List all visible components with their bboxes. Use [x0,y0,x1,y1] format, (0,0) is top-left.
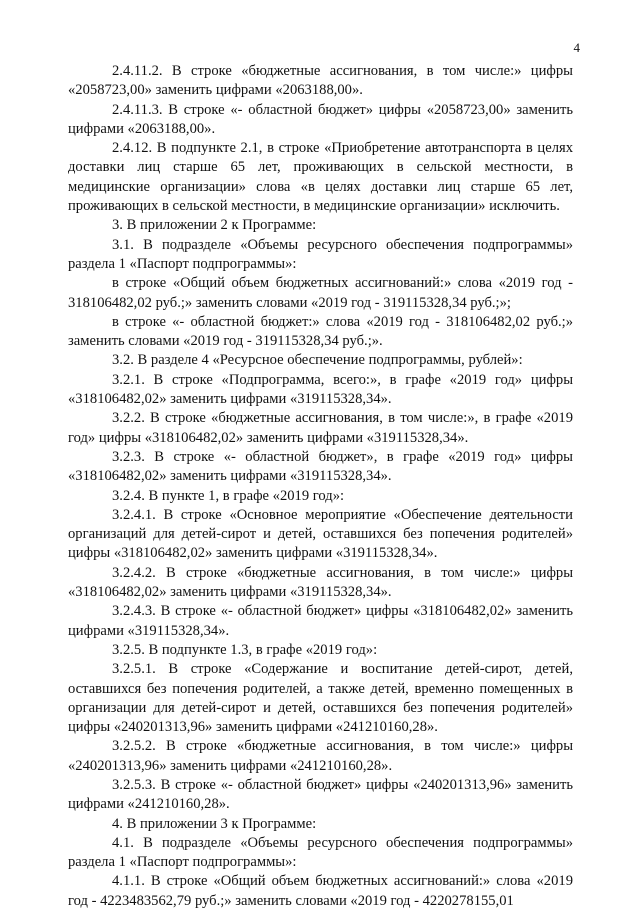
paragraph: 3. В приложении 2 к Программе: [112,217,317,234]
paragraph: 3.2.4.3. В строке «- областной бюджет» цифры «318106482,02» заменить цифрами «319115328,34». [68,603,573,639]
paragraph: 3.2.5.1. В строке «Содержание и воспитание детей-сирот, детей, оставшихся без попечения родителей, а также детей, временно помещенных в организации для детей-сирот и детей, оставшихся без попечения родителей» цифры «240201313,96» заменить цифрами «241210160,28». [68,661,573,736]
paragraph: 3.2.4. В пункте 1, в графе «2019 год»: [112,487,345,504]
document-body [68,62,573,911]
paragraph: 3.2.4.1. В строке «Основное мероприятие «Обеспечение деятельности организаций для детей-сирот и детей, оставшихся без попечения родителей» цифры «318106482,02» заменить цифрами «319115328,34». [68,506,573,562]
paragraph: 3.2.3. В строке «- областной бюджет», в графе «2019 год» цифры «318106482,02» заменить цифрами «319115328,34». [68,448,573,485]
paragraph: 3.1. В подразделе «Объемы ресурсного обеспечения подпрограммы» раздела 1 «Паспорт подпрограммы»: [68,236,573,272]
paragraph: 3.2.4.2. В строке «бюджетные ассигнования, в том числе:» цифры «318106482,02» заменить цифрами «319115328,34». [68,564,573,601]
paragraph: 2.4.11.2. В строке «бюджетные ассигнования, в том числе:» цифры «2058723,00» заменить цифрами «2063188,00». [68,63,573,99]
paragraph: в строке «- областной бюджет:» слова «2019 год - 318106482,02 руб.;» заменить словами «2019 год - 319115328,34 руб.;». [68,313,573,350]
paragraph: 4.1. В подразделе «Объемы ресурсного обеспечения подпрограммы» раздела 1 «Паспорт подпрограммы»: [68,834,573,871]
paragraph: 2.4.12. В подпункте 2.1, в строке «Приобретение автотранспорта в целях доставки лиц старше 65 лет, проживающих в сельской местности, в медицинские организации» слова «в целях доставки лиц старше 65 лет, проживающих в сельской местности, в медицинские организации» исключить. [68,140,573,215]
paragraph: 3.2.1. В строке «Подпрограмма, всего:», в графе «2019 год» цифры «318106482,02» заменить цифрами «319115328,34». [68,371,573,408]
paragraph: 3.2. В разделе 4 «Ресурсное обеспечение подпрограммы, рублей»: [112,352,523,369]
paragraph: 3.2.5. В подпункте 1.3, в графе «2019 год»: [112,641,378,658]
paragraph: 2.4.11.3. В строке «- областной бюджет» цифры «2058723,00» заменить цифрами «2063188,00». [68,101,573,137]
paragraph: 3.2.5.3. В строке «- областной бюджет» цифры «240201313,96» заменить цифрами «241210160,28». [68,776,573,813]
paragraph: 4.1.1. В строке «Общий объем бюджетных ассигнований:» слова «2019 год - 4223483562,79 руб.;» заменить словами «2019 год - 4220278155,01 [68,873,573,909]
paragraph: 3.2.2. В строке «бюджетные ассигнования, в том числе:», в графе «2019 год» цифры «318106482,02» заменить цифрами «319115328,34». [68,410,573,446]
page-number: 4 [573,40,580,55]
paragraph: 4. В приложении 3 к Программе: [112,815,317,832]
paragraph: в строке «Общий объем бюджетных ассигнований:» слова «2019 год - 318106482,02 руб.;» заменить словами «2019 год - 319115328,34 руб.;»; [68,275,573,311]
paragraph: 3.2.5.2. В строке «бюджетные ассигнования, в том числе:» цифры «240201313,96» заменить цифрами «241210160,28». [68,738,573,774]
